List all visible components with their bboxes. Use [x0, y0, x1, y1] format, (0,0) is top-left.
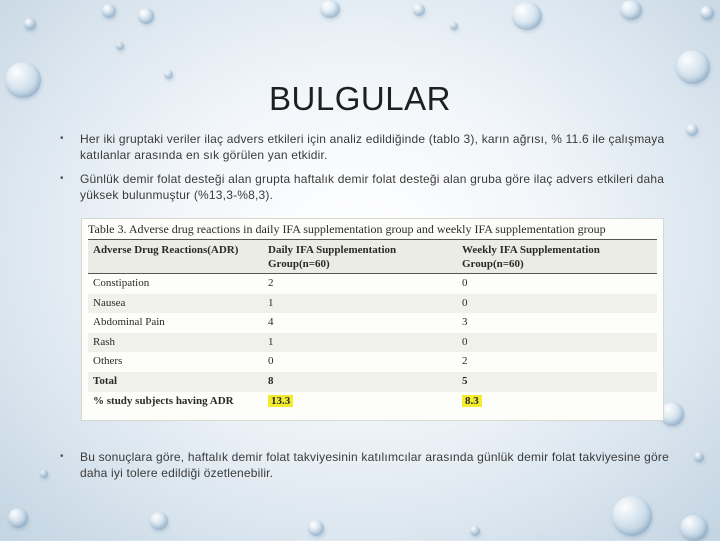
- row-label: Abdominal Pain: [93, 316, 165, 329]
- bullet-glyph: •: [60, 173, 64, 184]
- bullet-text: Bu sonuçlara göre, haftalık demir folat takviyesinin katılımcılar arasında günlük demir folat takviyesine göre daha iyi tolere edildiği özetlenebilir.: [80, 450, 669, 480]
- water-drop-decoration: [694, 452, 704, 462]
- row-daily: 8: [268, 375, 274, 387]
- header-daily-line1: Daily IFA Supplementation: [268, 244, 397, 256]
- bullet-text: Günlük demir folat desteği alan grupta haftalık demir folat desteği alan gruba göre ilaç advers etkileri daha yüksek bulunmuştur (%13,3-%8,3).: [80, 172, 665, 202]
- row-label: Nausea: [93, 296, 126, 309]
- row-label: Others: [93, 355, 123, 368]
- bullet-item: [60, 131, 670, 163]
- table-header-row: [88, 239, 657, 274]
- header-daily: [268, 243, 396, 271]
- row-daily: 1: [268, 335, 274, 348]
- row-weekly: 3: [462, 316, 468, 329]
- header-adr: Adverse Drug Reactions(ADR): [93, 244, 239, 256]
- bullet-item: [60, 449, 670, 481]
- row-daily: 2: [268, 277, 274, 289]
- row-weekly: 0: [462, 296, 468, 309]
- bullet-text: Her iki gruptaki veriler ilaç advers etkileri için analiz edildiğinde (tablo 3), karın ağrısı, % 11.6 ile çalışmaya katılanlar arasında en sık görülen yan etkidir.: [80, 132, 665, 162]
- header-daily-line2: Group(n=60): [268, 258, 330, 270]
- table-row-percentage: [88, 392, 657, 412]
- water-drop-decoration: [686, 124, 698, 136]
- water-drop-decoration: [116, 42, 124, 50]
- water-drop-decoration: [308, 520, 324, 536]
- adverse-reactions-table: [81, 218, 664, 421]
- header-weekly-line2: Group(n=60): [462, 258, 524, 270]
- row-daily: 0: [268, 355, 274, 368]
- header-weekly-line1: Weekly IFA Supplementation: [462, 244, 600, 256]
- row-daily: 4: [268, 316, 274, 329]
- highlighted-weekly-value: 8.3: [462, 395, 482, 407]
- bullet-glyph: •: [60, 133, 64, 144]
- row-label: Rash: [93, 335, 115, 348]
- highlighted-daily-value: 13.3: [268, 395, 293, 407]
- row-weekly: 0: [462, 335, 468, 348]
- row-daily: 1: [268, 296, 274, 309]
- table-caption: Table 3. Adverse drug reactions in daily IFA supplementation group and weekly IFA supplementation group: [88, 222, 606, 236]
- row-weekly: 5: [462, 375, 468, 387]
- table-row: [88, 352, 657, 372]
- table-row: [88, 313, 657, 333]
- water-drop-decoration: [102, 4, 116, 18]
- water-drop-decoration: [700, 6, 714, 20]
- water-drop-decoration: [612, 496, 652, 536]
- water-drop-decoration: [24, 18, 36, 30]
- table-row: [88, 274, 657, 294]
- row-label: % study subjects having ADR: [93, 394, 234, 407]
- table-row: [88, 294, 657, 314]
- water-drop-decoration: [620, 0, 642, 20]
- table-row: [88, 333, 657, 353]
- water-drop-decoration: [8, 508, 28, 528]
- row-weekly: 0: [462, 277, 468, 289]
- water-drop-decoration: [150, 512, 168, 530]
- water-drop-decoration: [413, 4, 425, 16]
- water-drop-decoration: [512, 2, 542, 30]
- water-drop-decoration: [320, 0, 340, 18]
- water-drop-decoration: [40, 470, 48, 478]
- table-row-total: [88, 372, 657, 392]
- row-label: Constipation: [93, 277, 150, 289]
- bullet-item: [60, 171, 670, 203]
- water-drop-decoration: [470, 526, 480, 536]
- water-drop-decoration: [138, 8, 154, 24]
- slide-title: BULGULAR: [269, 80, 451, 117]
- row-label: Total: [93, 375, 118, 387]
- water-drop-decoration: [680, 515, 708, 541]
- water-drop-decoration: [164, 70, 173, 79]
- water-drop-decoration: [676, 50, 710, 84]
- water-drop-decoration: [450, 22, 458, 30]
- bullet-glyph: •: [60, 451, 64, 462]
- header-weekly: [462, 243, 600, 271]
- row-weekly: 2: [462, 355, 468, 368]
